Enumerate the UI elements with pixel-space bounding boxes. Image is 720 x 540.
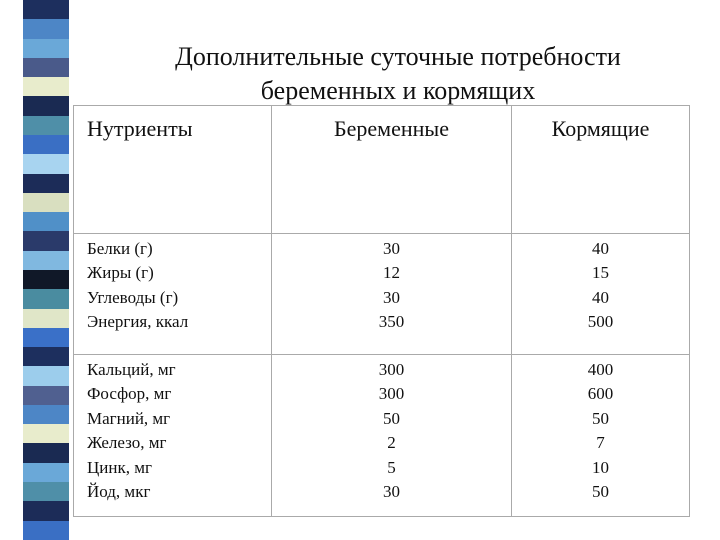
table-cell-line: 40 [592,239,609,258]
table-cell-line: 300 [378,384,405,404]
nutrient-list [74,355,271,504]
stripe-segment [23,463,69,482]
stripe-segment [23,77,69,96]
nursing-values [512,234,689,335]
stripe-segment [23,482,69,501]
nutrient-table [73,105,690,517]
stripe-segment [23,366,69,385]
cell-nutrients-group-2 [74,355,272,516]
table-cell-line: 30 [383,482,400,502]
cell-nursing-group-1 [512,234,689,354]
table-cell-line: 5 [387,457,396,477]
table-cell-line: 30 [383,287,400,307]
stripe-segment [23,193,69,212]
table-cell-line: Энергия, ккал [87,312,189,332]
stripe-segment [23,19,69,38]
table-cell-line: 30 [383,239,400,258]
title-line-1: Дополнительные суточные потребности [175,42,621,71]
table-cell-line: 10 [592,457,609,477]
stripe-segment [23,154,69,173]
stripe-segment [23,309,69,328]
table-row-macronutrients [74,234,689,355]
table-cell-line: 300 [378,360,405,379]
header-cell-pregnant [272,106,512,233]
stripe-segment [23,289,69,308]
stripe-segment [23,424,69,443]
table-cell-line: Белки (г) [87,239,153,258]
header-nursing: Кормящие [551,116,650,141]
table-cell-line: Жиры (г) [87,263,154,283]
slide-title [120,40,676,108]
stripe-segment [23,96,69,115]
stripe-segment [23,386,69,405]
table-cell-line: Йод, мкг [87,482,151,502]
header-nutrients: Нутриенты [87,116,193,141]
table-cell-line: 15 [592,263,609,283]
table-cell-line: 350 [378,312,405,332]
stripe-segment [23,405,69,424]
stripe-segment [23,58,69,77]
stripe-segment [23,231,69,250]
nursing-values [512,355,689,504]
header-cell-nutrients [74,106,272,233]
stripe-segment [23,116,69,135]
stripe-segment [23,0,69,19]
stripe-segment [23,328,69,347]
table-cell-line: 500 [587,312,614,332]
table-header-row [74,106,689,234]
cell-nutrients-group-1 [74,234,272,354]
table-cell-line: Фосфор, мг [87,384,172,404]
stripe-segment [23,347,69,366]
header-cell-nursing [512,106,689,233]
cell-pregnant-group-2 [272,355,512,516]
table-row-minerals [74,355,689,516]
table-cell-line: 50 [592,408,609,428]
pregnant-values [272,234,511,335]
table-cell-line: 600 [587,384,614,404]
stripe-segment [23,521,69,540]
table-cell-line: 50 [383,408,400,428]
nutrient-list [74,234,271,335]
stripe-segment [23,251,69,270]
stripe-segment [23,39,69,58]
title-line-2: беременных и кормящих [260,76,536,105]
table-cell-line: 12 [383,263,400,283]
table-cell-line: 50 [592,482,609,502]
stripe-segment [23,212,69,231]
table-cell-line: Цинк, мг [87,457,152,477]
stripe-segment [23,501,69,520]
stripe-segment [23,270,69,289]
cell-pregnant-group-1 [272,234,512,354]
table-cell-line: Магний, мг [87,408,171,428]
stripe-segment [23,174,69,193]
table-cell-line: Кальций, мг [87,360,176,379]
table-cell-line: 40 [592,287,609,307]
decorative-stripe-bar [23,0,69,540]
table-cell-line: Железо, мг [87,433,167,453]
stripe-segment [23,443,69,462]
stripe-segment [23,135,69,154]
table-cell-line: 400 [587,360,614,379]
cell-nursing-group-2 [512,355,689,516]
pregnant-values [272,355,511,504]
table-cell-line: 7 [596,433,605,453]
table-cell-line: 2 [387,433,396,453]
header-pregnant: Беременные [334,116,449,141]
table-cell-line: Углеводы (г) [87,287,179,307]
